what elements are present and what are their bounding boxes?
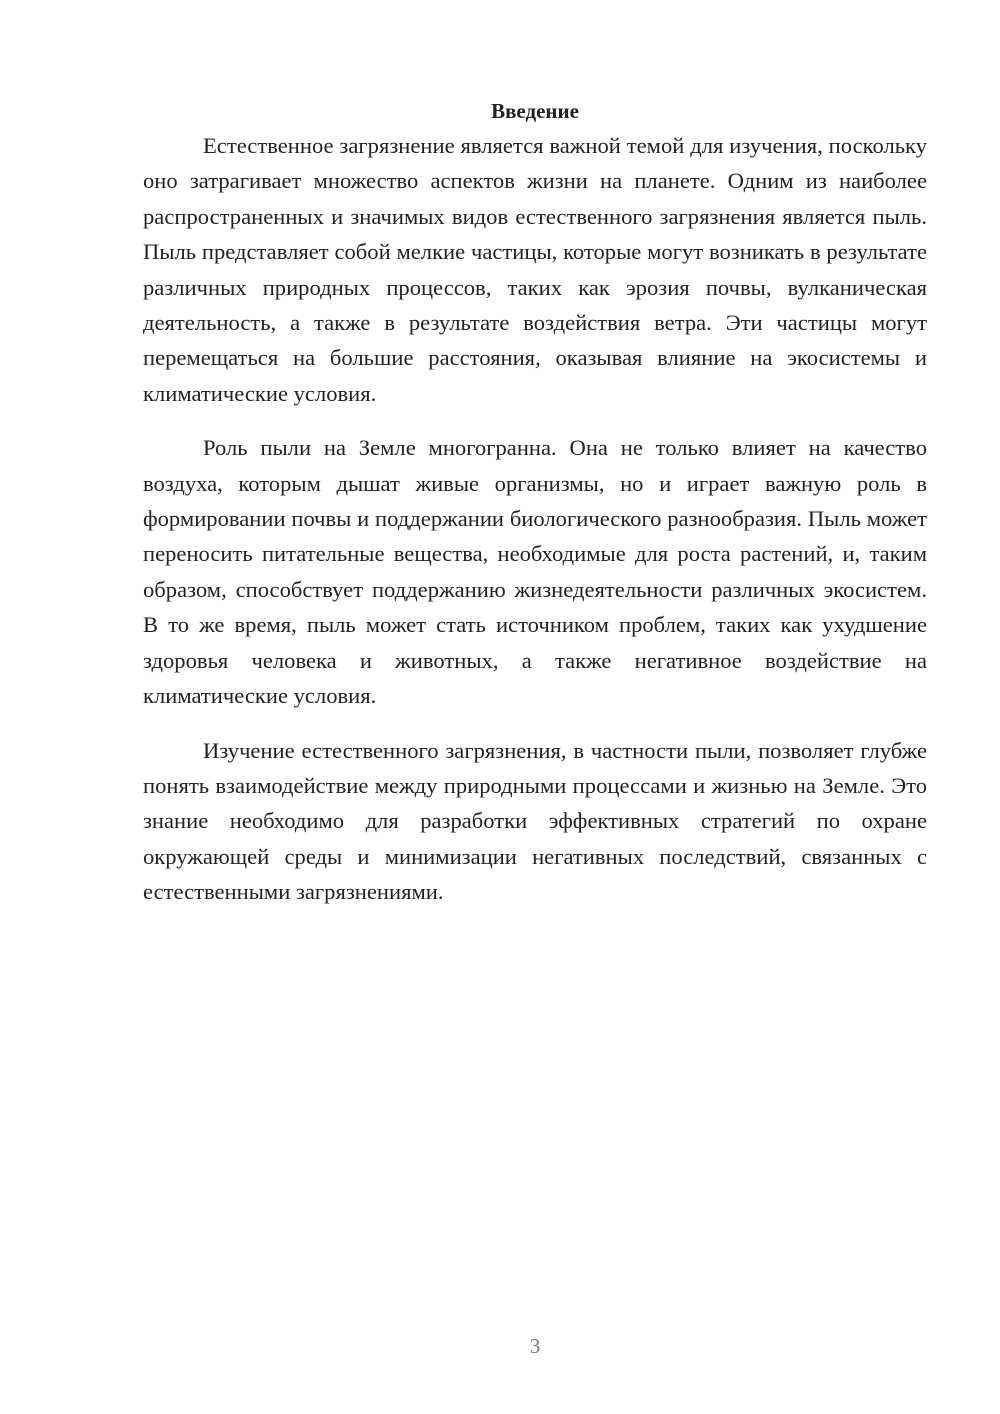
paragraph-spacer	[143, 411, 927, 430]
paragraph-spacer	[143, 714, 927, 733]
section-title: Введение	[491, 99, 579, 123]
paragraph-1: Естественное загрязнение является важной темой для изучения, поскольку оно затрагивает множество аспектов жизни на планете. Одним из наиболее распространенных и значимых видов естественного загрязнения является пыль. Пыль представляет собой мелкие частицы, которые могут возникать в результате различных природных процессов, таких как эрозия почвы, вулканическая деятельность, а также в результате воздействия ветра. Эти частицы могут перемещаться на большие расстояния, оказывая влияние на экосистемы и климатические условия.	[143, 133, 927, 406]
page-content	[143, 94, 927, 910]
paragraph-3: Изучение естественного загрязнения, в частности пыли, позволяет глубже понять взаимодействие между природными процессами и жизнью на Земле. Это знание необходимо для разработки эффективных стратегий по охране окружающей среды и минимизации негативных последствий, связанных с естественными загрязнениями.	[143, 737, 927, 905]
paragraph-2: Роль пыли на Земле многогранна. Она не только влияет на качество воздуха, которым дышат живые организмы, но и играет важную роль в формировании почвы и поддержании биологического разнообразия. Пыль может переносить питательные вещества, необходимые для роста растений, и, таким образом, способствует поддержанию жизнедеятельности различных экосистем. В то же время, пыль может стать источником проблем, таких как ухудшение здоровья человека и животных, а также негативное воздействие на климатические условия.	[143, 435, 927, 709]
page-number: 3	[529, 1334, 541, 1358]
